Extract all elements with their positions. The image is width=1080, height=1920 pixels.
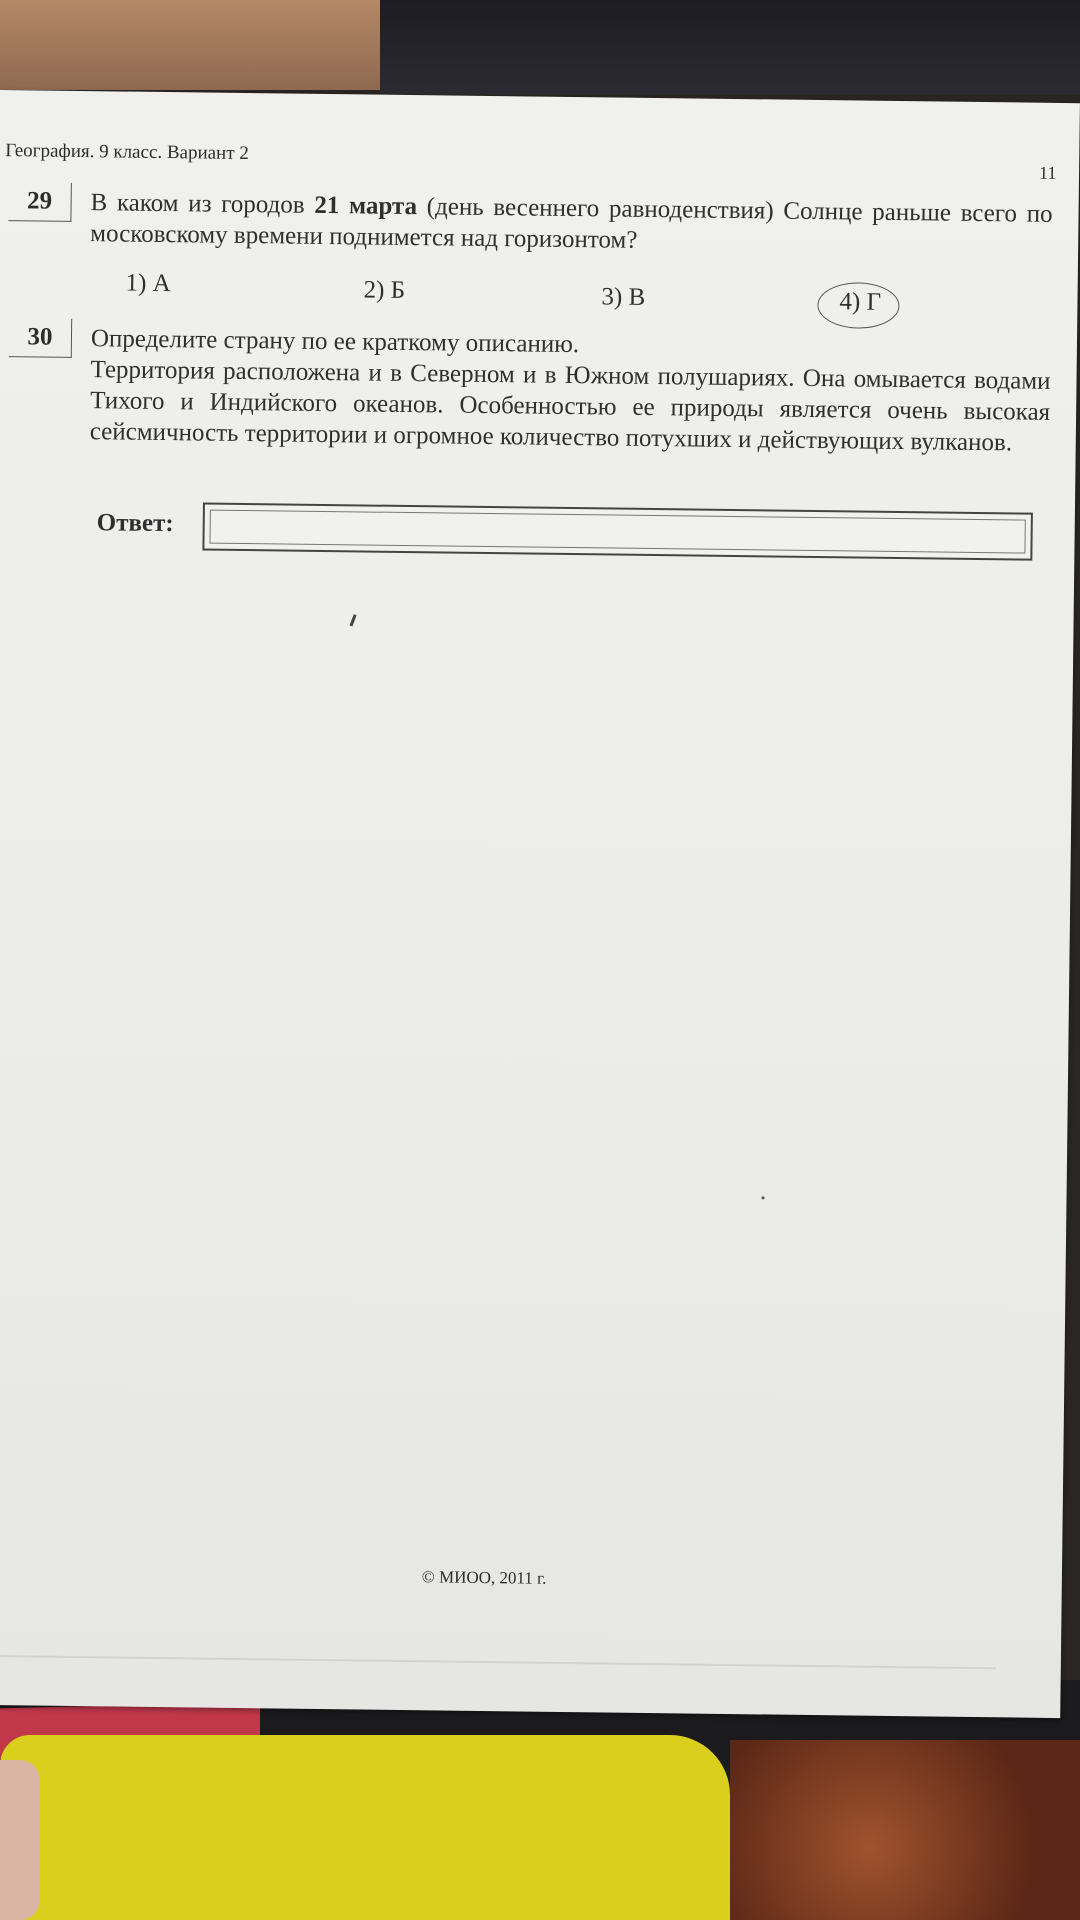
question-29-option-2[interactable]: 2) Б xyxy=(363,276,406,304)
background-orange-fabric xyxy=(730,1740,1080,1920)
question-29-option-3[interactable]: 3) В xyxy=(601,283,646,311)
background-yellow-fabric xyxy=(0,1735,730,1920)
page-header-title: География. 9 класс. Вариант 2 xyxy=(5,140,249,165)
page-fold-edge xyxy=(0,1655,996,1669)
pen-circle-mark xyxy=(817,282,900,329)
background-dark-area xyxy=(380,0,1080,95)
question-30-text: Территория расположена и в Северном и в Южном полушариях. Она омывается водами Тихого и Индийского океанов. Особенностью ее природы является очень высокая сейсмичность территории и огромное количество потухших и действующих вулканов. xyxy=(89,356,1051,457)
question-29-option-4[interactable]: 4) Г xyxy=(839,288,882,316)
background-table xyxy=(0,0,400,90)
question-29-number: 29 xyxy=(8,182,71,222)
answer-label: Ответ: xyxy=(96,509,174,538)
exam-page xyxy=(0,90,1080,1718)
question-30-intro: Определите страну по ее краткому описанию. xyxy=(90,325,580,359)
question-29-text: В каком из городов 21 марта (день весеннего равноденствия) Солнце раньше всего по московскому времени поднимется над горизонтом? xyxy=(90,189,1053,254)
answer-field-inner xyxy=(209,510,1025,554)
question-29-option-1[interactable]: 1) А xyxy=(125,269,171,298)
answer-field[interactable] xyxy=(202,503,1033,561)
pencil-speck xyxy=(350,614,357,626)
background-hand xyxy=(0,1760,40,1920)
page-footer: © МИОО, 2011 г. xyxy=(421,1567,547,1588)
page-number: 11 xyxy=(1038,162,1057,183)
dust-speck xyxy=(762,1196,765,1199)
question-30-number: 30 xyxy=(9,318,72,358)
